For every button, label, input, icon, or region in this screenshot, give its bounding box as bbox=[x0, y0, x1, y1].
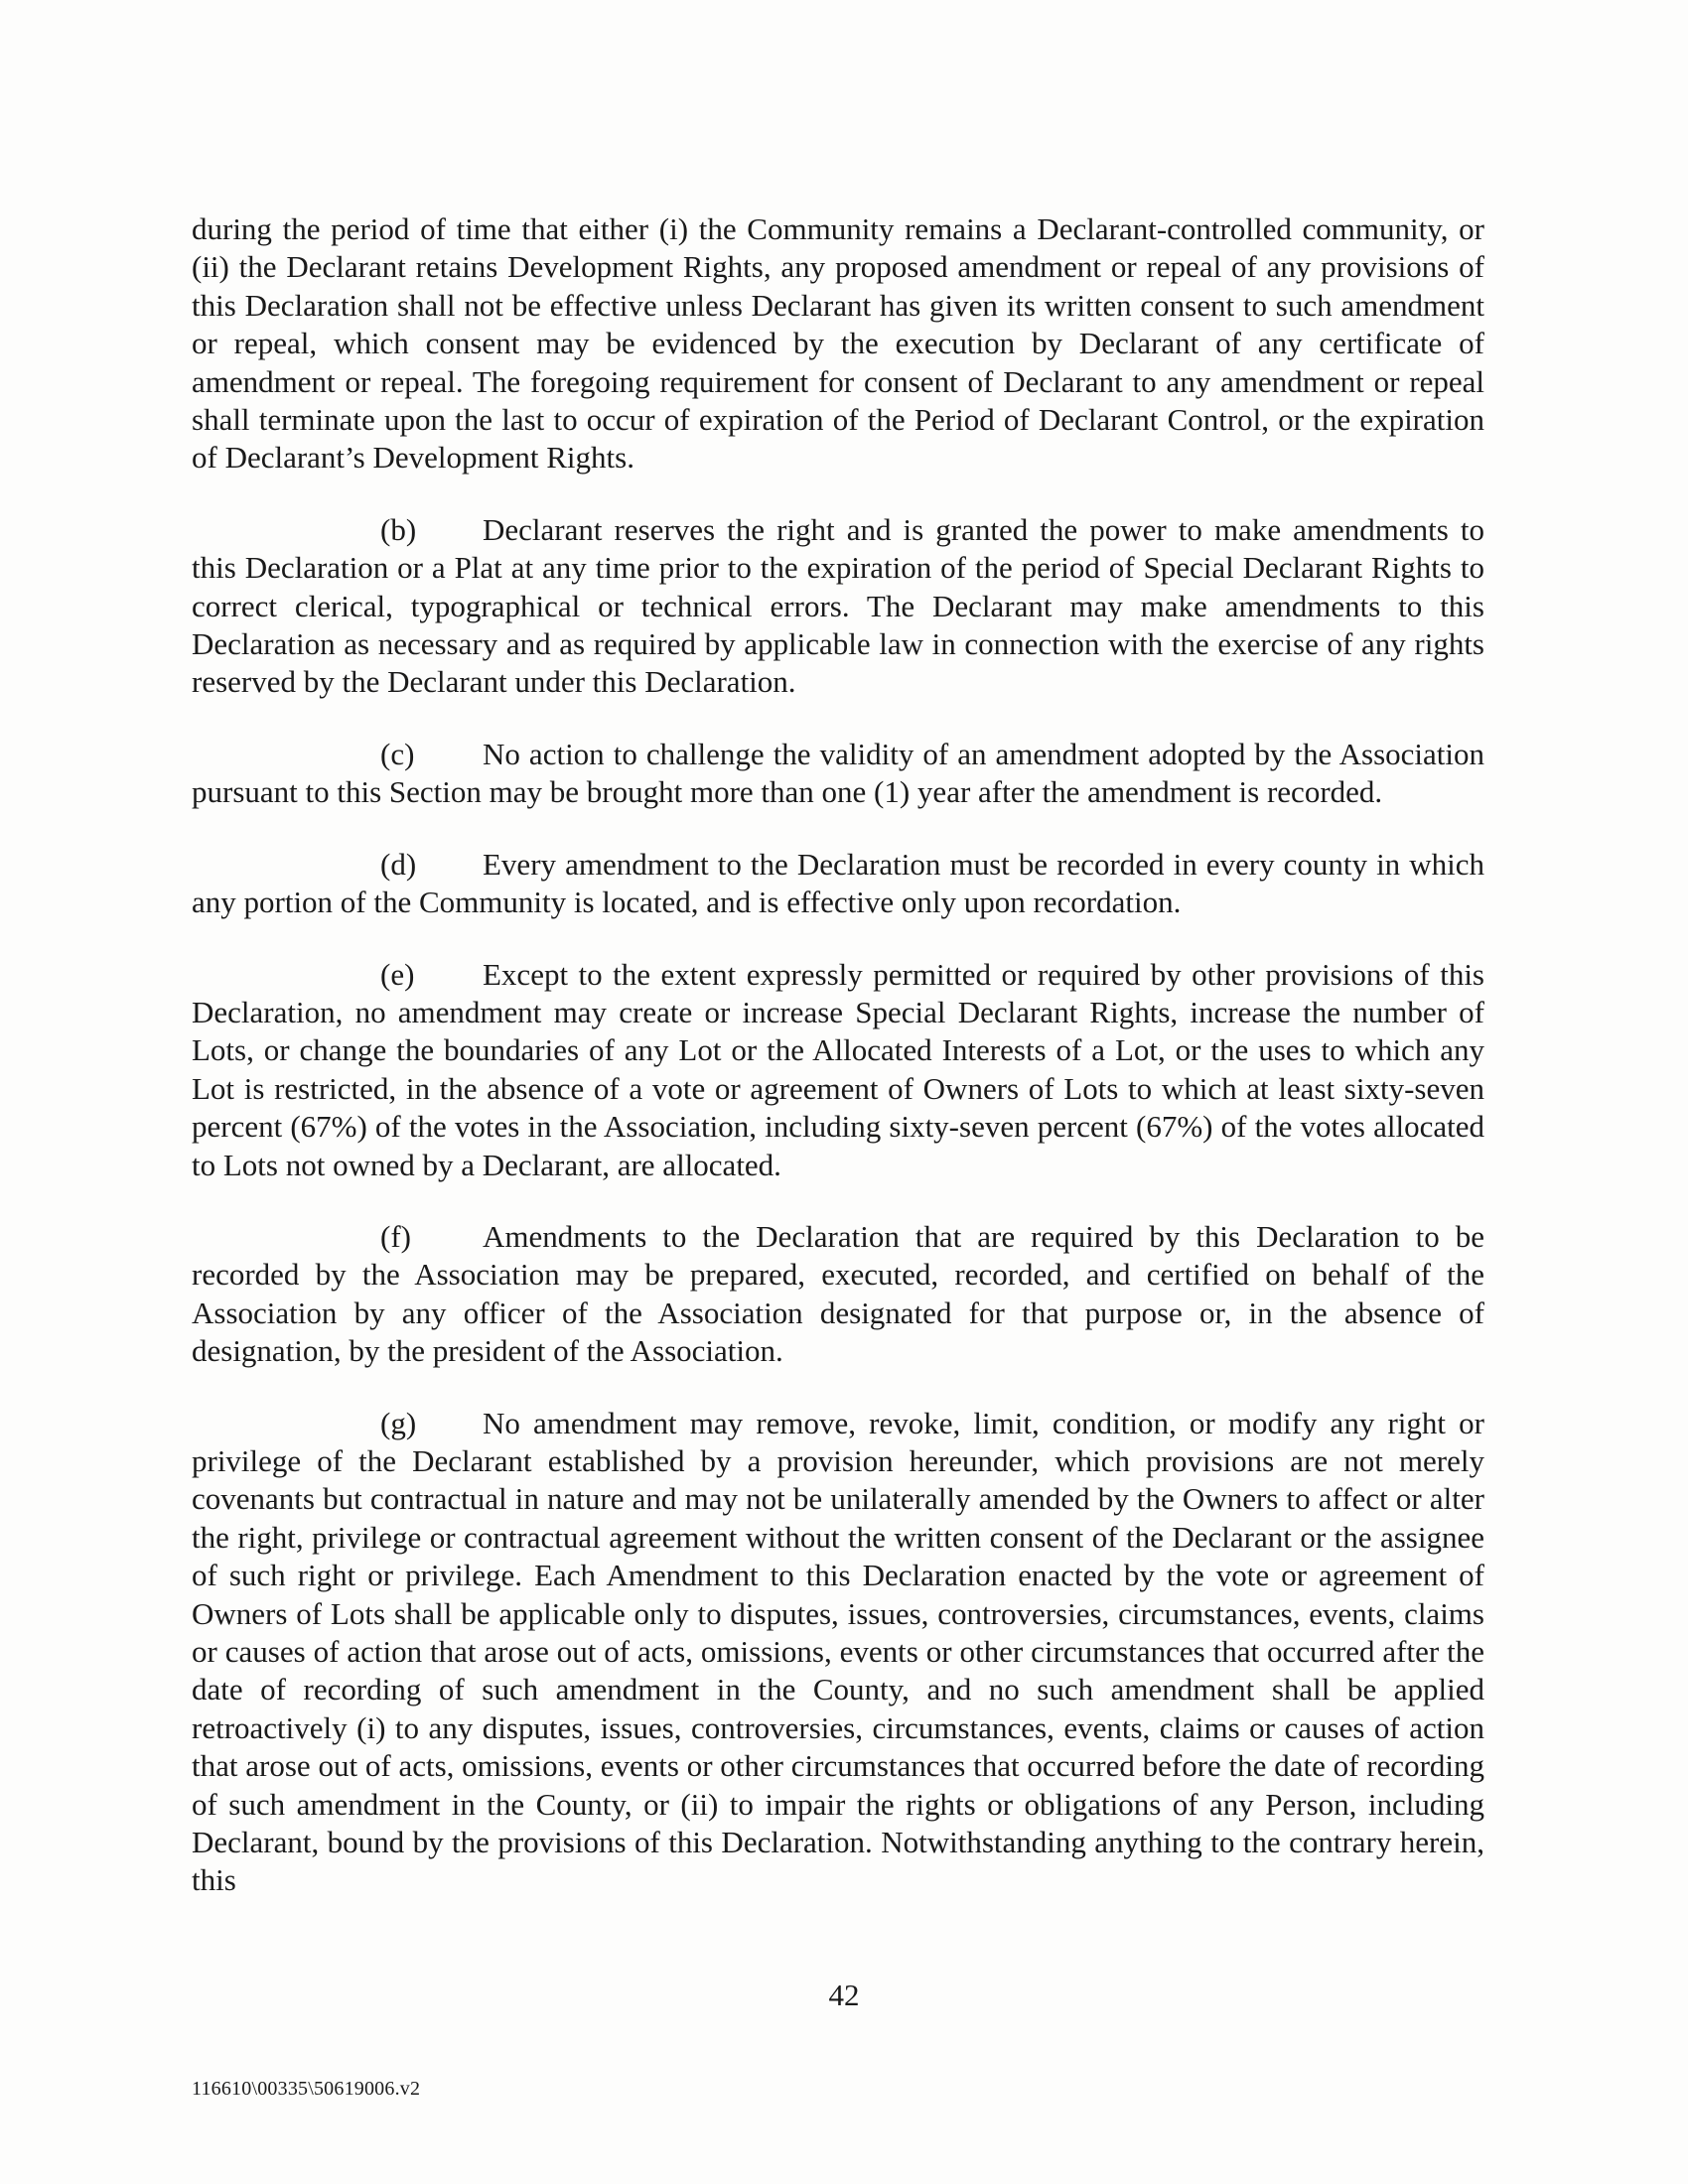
paragraph-intro bbox=[192, 210, 1484, 478]
paragraph-c-text: No action to challenge the validity of an amendment adopted by the Association pursuant to this Section may be brought more than one (1) year after the amendment is recorded. bbox=[192, 736, 1484, 810]
paragraph-g-text: No amendment may remove, revoke, limit, condition, or modify any right or privilege of the Declarant established by a provision hereunder, which provisions are not merely covenants but contractual in nature and may not be unilaterally amended by the Owners to affect or alter the right, privilege or contractual agreement without the written consent of the Declarant or the assignee of such right or privilege. Each Amendment to this Declaration enacted by the vote or agreement of Owners of Lots shall be applicable only to disputes, issues, controversies, circumstances, events, claims or causes of action that arose out of acts, omissions, events or other circumstances that occurred after the date of recording of such amendment in the County, and no such amendment shall be applied retroactively (i) to any disputes, issues, controversies, circumstances, events, claims or causes of action that arose out of acts, omissions, events or other circumstances that occurred before the date of recording of such amendment in the County, or (ii) to impair the rights or obligations of any Person, including Declarant, bound by the provisions of this Declaration. Notwithstanding anything to the contrary herein, this bbox=[192, 1405, 1484, 1898]
paragraph-f-label: (f) bbox=[380, 1218, 411, 1254]
paragraph-b-label: (b) bbox=[380, 511, 417, 547]
paragraph-c bbox=[192, 736, 1484, 812]
paragraph-e-label: (e) bbox=[380, 956, 415, 992]
paragraph-d-text: Every amendment to the Declaration must be recorded in every county in which any portion of the Community is located, and is effective only upon recordation. bbox=[192, 846, 1484, 920]
paragraph-f-text: Amendments to the Declaration that are required by this Declaration to be recorded by the Association may be prepared, executed, recorded, and certified on behalf of the Association by any officer of the Association designated for that purpose or, in the absence of designation, by the president of the Association. bbox=[192, 1218, 1484, 1369]
paragraph-c-label: (c) bbox=[380, 736, 415, 771]
paragraph-b-text: Declarant reserves the right and is granted the power to make amendments to this Declaration or a Plat at any time prior to the expiration of the period of Special Declarant Rights to correct clerical, typographical or technical errors. The Declarant may make amendments to this Declaration as necessary and as required by applicable law in connection with the exercise of any rights reserved by the Declarant under this Declaration. bbox=[192, 511, 1484, 700]
document-body bbox=[192, 210, 1484, 1934]
paragraph-d bbox=[192, 846, 1484, 922]
paragraph-e bbox=[192, 956, 1484, 1184]
page-number: 42 bbox=[828, 1978, 860, 2012]
paragraph-b bbox=[192, 511, 1484, 702]
paragraph-intro-text: during the period of time that either (i) the Community remains a Declarant-controlled community, or (ii) the Declarant retains Development Rights, any proposed amendment or repeal of any provisions of this Declaration shall not be effective unless Declarant has given its written consent to such amendment or repeal, which consent may be evidenced by the execution by Declarant of any certificate of amendment or repeal. The foregoing requirement for consent of Declarant to any amendment or repeal shall terminate upon the last to occur of expiration of the Period of Declarant Control, or the expiration of Declarant’s Development Rights. bbox=[192, 211, 1484, 476]
paragraph-g bbox=[192, 1405, 1484, 1900]
document-id: 116610\00335\50619006.v2 bbox=[192, 2078, 421, 2100]
paragraph-f bbox=[192, 1218, 1484, 1371]
paragraph-g-label: (g) bbox=[380, 1405, 417, 1440]
paragraph-d-label: (d) bbox=[380, 846, 417, 882]
paragraph-e-text: Except to the extent expressly permitted or required by other provisions of this Declaration, no amendment may create or increase Special Declarant Rights, increase the number of Lots, or change the boundaries of any Lot or the Allocated Interests of a Lot, or the uses to which any Lot is restricted, in the absence of a vote or agreement of Owners of Lots to which at least sixty-seven percent (67%) of the votes in the Association, including sixty-seven percent (67%) of the votes allocated to Lots not owned by a Declarant, are allocated. bbox=[192, 956, 1484, 1182]
